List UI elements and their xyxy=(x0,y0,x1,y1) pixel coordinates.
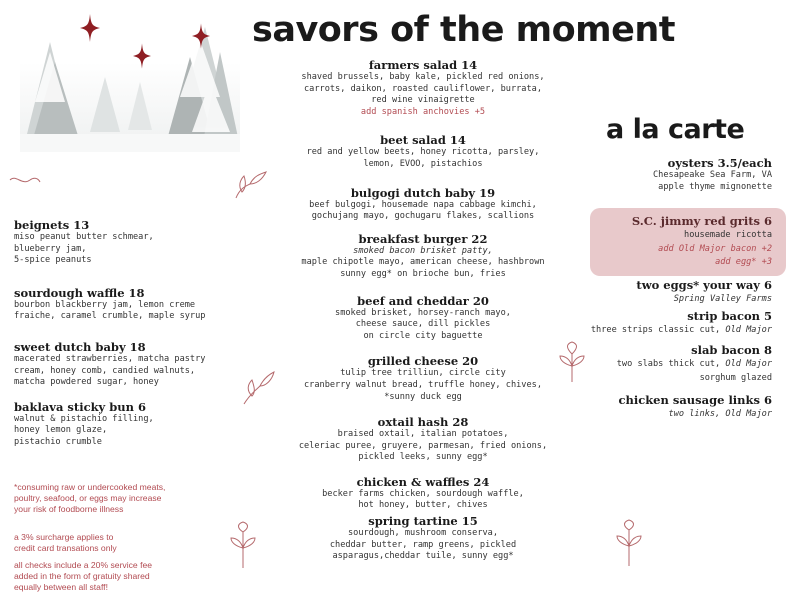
dish-description: blueberry jam, xyxy=(14,243,87,254)
dish-name: beignets 13 xyxy=(14,218,90,232)
dish-description: sorghum glazed xyxy=(699,372,772,383)
dish-description: red and yellow beets, honey ricotta, parsley, xyxy=(306,147,540,158)
menu-item xyxy=(268,415,578,464)
dish-description xyxy=(570,325,772,337)
dish-description: pistachio crumble xyxy=(14,436,102,447)
dish-name: spring tartine 15 xyxy=(368,514,478,529)
dish-name: oxtail hash 28 xyxy=(377,415,469,430)
dish-description: lemon, EVOO, pistachios xyxy=(363,158,483,169)
menu-title: savors of the moment xyxy=(252,10,675,50)
menu-item xyxy=(268,186,578,223)
dish-description: asparagus,cheddar tuile, sunny egg* xyxy=(332,551,514,562)
dish-description: hot honey, butter, chives xyxy=(358,500,488,511)
description-source: Old Major xyxy=(725,325,772,335)
menu-item xyxy=(268,133,578,170)
dish-name: two eggs* your way 6 xyxy=(636,278,772,292)
dish-addon: add egg* +3 xyxy=(715,257,772,268)
dish-description: sunny egg* on brioche bun, fries xyxy=(340,268,506,279)
menu-item xyxy=(268,354,578,403)
dish-description: two links, Old Major xyxy=(668,409,772,419)
dish-description: maple chipotle mayo, american cheese, hashbrown xyxy=(301,257,545,268)
dish-description: apple thyme mignonette xyxy=(658,181,772,192)
sparkle-icon xyxy=(133,43,151,69)
leaf-icon xyxy=(8,172,42,190)
dish-name: strip bacon 5 xyxy=(687,309,772,323)
note-line: added in the form of gratuity shared xyxy=(14,571,150,581)
section-title: a la carte xyxy=(606,114,745,145)
menu-item xyxy=(268,58,578,118)
leaf-icon xyxy=(232,168,268,202)
dish-description: smoked brisket, horsey-ranch mayo, xyxy=(335,307,511,318)
leaf-icon xyxy=(612,518,646,568)
dish-name: sweet dutch baby 18 xyxy=(14,339,146,354)
dish-description: on circle city baguette xyxy=(363,330,483,341)
sparkle-icon xyxy=(80,14,100,42)
surcharge-note xyxy=(14,532,244,554)
menu-item xyxy=(268,475,578,512)
dish-name: slab bacon 8 xyxy=(691,343,772,357)
dish-description: macerated strawberries, matcha pastry xyxy=(14,353,206,364)
dish-name: baklava sticky bun 6 xyxy=(14,399,146,414)
dish-description: miso peanut butter schmear, xyxy=(14,232,154,242)
dish-description: cranberry walnut bread, truffle honey, chives, xyxy=(304,379,542,390)
dish-description: cheddar butter, ramp greens, pickled xyxy=(329,539,517,550)
dish-description: cheese sauce, dill pickles xyxy=(355,319,491,330)
dish-description: carrots, daikon, roasted cauliflower, burrata, xyxy=(304,83,542,94)
strip-bacon-item xyxy=(570,309,772,337)
dish-name: chicken sausage links 6 xyxy=(618,393,772,407)
note-line: a 3% surcharge applies to xyxy=(14,532,114,542)
eggs-item xyxy=(586,278,772,306)
dish-description: smoked bacon brisket patty, xyxy=(353,245,493,256)
description-text: three strips classic cut, xyxy=(590,325,721,335)
slab-bacon-item xyxy=(570,343,772,384)
dish-description: Chesapeake Sea Farm, VA xyxy=(653,170,772,180)
dish-description: gochujang mayo, gochugaru flakes, scallions xyxy=(311,211,535,222)
dish-description xyxy=(570,359,772,371)
dish-name: sourdough waffle 18 xyxy=(14,285,145,300)
oysters-item xyxy=(586,156,772,193)
dish-description: Spring Valley Farms xyxy=(673,294,772,304)
menu-item xyxy=(268,232,578,281)
note-line: your risk of foodborne illness xyxy=(14,504,124,514)
dish-description: celeriac puree, gruyere, parmesan, fried onions, xyxy=(298,440,548,451)
dish-description: red wine vinaigrette xyxy=(371,95,475,106)
dish-description: cream, honey comb, candied walnuts, xyxy=(14,365,196,376)
sausage-item xyxy=(586,393,772,421)
note-line: *consuming raw or undercooked meats, xyxy=(14,482,166,492)
menu-item xyxy=(14,218,244,267)
dish-description: beef bulgogi, housemade napa cabbage kimchi, xyxy=(309,199,537,210)
menu-item xyxy=(14,400,244,449)
note-line: all checks include a 20% service fee xyxy=(14,560,153,570)
dish-addon: add Old Major bacon +2 xyxy=(658,243,772,254)
left-column xyxy=(14,218,244,449)
menu-item xyxy=(268,514,578,563)
dish-description: 5-spice peanuts xyxy=(14,255,92,266)
sparkle-icon xyxy=(192,23,210,49)
center-column xyxy=(268,58,578,563)
dish-description: *sunny duck egg xyxy=(384,391,462,402)
dish-description: housemade ricotta xyxy=(684,230,772,240)
dish-name: beet salad 14 xyxy=(380,133,466,148)
consumption-advisory xyxy=(14,482,244,515)
note-line: equally between all staff! xyxy=(14,582,108,592)
dish-description: matcha powdered sugar, honey xyxy=(14,377,159,388)
grits-item xyxy=(590,214,772,269)
note-line: credit card transations only xyxy=(14,543,117,553)
dish-description: braised oxtail, italian potatoes, xyxy=(337,429,509,440)
dish-name: oysters 3.5/each xyxy=(667,156,772,170)
dish-description: honey lemon glaze, xyxy=(14,425,108,436)
note-line: poultry, seafood, or eggs may increase xyxy=(14,493,162,503)
dish-name: breakfast burger 22 xyxy=(358,231,488,246)
dish-description: becker farms chicken, sourdough waffle, xyxy=(322,488,524,499)
menu-item xyxy=(268,294,578,343)
dish-addon: add spanish anchovies +5 xyxy=(360,106,486,117)
dish-description: walnut & pistachio filling, xyxy=(14,413,154,424)
dish-description: bourbon blackberry jam, lemon creme xyxy=(14,299,196,310)
dish-description: fraiche, caramel crumble, maple syrup xyxy=(14,311,206,322)
dish-name: farmers salad 14 xyxy=(368,58,478,72)
dish-description: shaved brussels, baby kale, pickled red onions, xyxy=(301,72,545,82)
dish-name: S.C. jimmy red grits 6 xyxy=(631,214,772,228)
dish-name: beef and cheddar 20 xyxy=(357,293,489,308)
dish-description: pickled leeks, sunny egg* xyxy=(358,452,488,463)
dish-description: tulip tree trilliun, circle city xyxy=(340,368,506,379)
dish-name: bulgogi dutch baby 19 xyxy=(350,185,496,200)
menu-item xyxy=(14,286,244,323)
description-text: two slabs thick cut, xyxy=(616,359,721,369)
dish-description: sourdough, mushroom conserva, xyxy=(347,528,499,539)
dish-name: chicken & waffles 24 xyxy=(356,474,490,489)
description-source: Old Major xyxy=(725,359,772,369)
service-fee-note xyxy=(14,560,244,593)
menu-item xyxy=(14,340,244,389)
dish-name: grilled cheese 20 xyxy=(367,354,479,369)
